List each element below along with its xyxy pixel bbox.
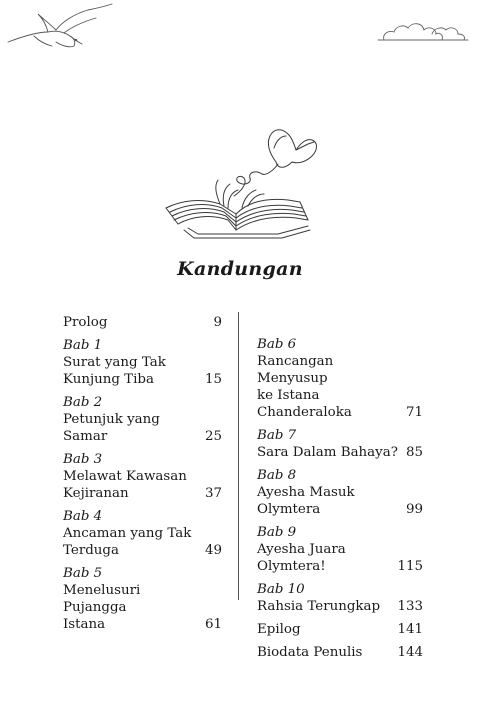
page-number: 133 [397, 599, 423, 614]
toc-column-right [257, 336, 423, 667]
toc-entry-text [257, 581, 393, 615]
page-number: 37 [204, 486, 222, 501]
chapter-title-line: Epilog [257, 622, 301, 637]
chapter-title-line: Kunjung Tiba [63, 372, 154, 387]
toc-entry-text [63, 337, 201, 388]
toc-entry [257, 621, 423, 638]
chapter-title-line: Ayesha Juara [257, 542, 346, 557]
chapter-number: Bab 5 [63, 566, 103, 581]
chapter-title-line: Sara Dalam Bahaya? [257, 445, 398, 460]
toc-entry [63, 508, 222, 559]
page-number: 25 [204, 429, 222, 444]
toc-entry [257, 467, 423, 518]
toc-entry-text [63, 314, 209, 331]
toc-entry-text [257, 524, 393, 575]
page-number: 9 [213, 315, 222, 330]
chapter-title-line: Menelusuri Pujangga [63, 583, 141, 615]
toc-entry [257, 524, 423, 575]
page-number: 115 [397, 559, 423, 574]
chapter-title-line: ke Istana Chanderaloka [257, 388, 352, 420]
chapter-number: Bab 6 [257, 337, 297, 352]
toc-entry [257, 644, 423, 661]
toc-entry-text [257, 644, 393, 661]
page-title: Kandungan [177, 258, 303, 280]
page-number: 144 [397, 645, 423, 660]
page-number: 49 [204, 543, 222, 558]
clouds-icon [376, 12, 470, 44]
chapter-number: Bab 7 [257, 428, 297, 443]
page-number: 141 [397, 622, 423, 637]
toc-entry-text [63, 451, 201, 502]
chapter-title-line: Biodata Penulis [257, 645, 363, 660]
toc-entry-text [257, 336, 402, 421]
chapter-title-line: Surat yang Tak [63, 355, 166, 370]
open-book-butterfly-icon [158, 118, 328, 242]
chapter-title-line: Terduga [63, 543, 119, 558]
chapter-title-line: Olymtera [257, 502, 321, 517]
chapter-title-line: Istana [63, 617, 106, 632]
chapter-number: Bab 10 [257, 582, 305, 597]
chapter-number: Bab 8 [257, 468, 297, 483]
chapter-title-line: Rahsia Terungkap [257, 599, 381, 614]
toc-entry [257, 581, 423, 615]
chapter-number: Bab 4 [63, 509, 103, 524]
toc-entry [257, 336, 423, 421]
page-number: 85 [405, 445, 423, 460]
toc-entry [63, 451, 222, 502]
page-number: 71 [405, 405, 423, 420]
chapter-title-line: Ayesha Masuk [257, 485, 355, 500]
toc-entry-text [257, 467, 402, 518]
toc-entry [63, 314, 222, 331]
dove-icon [4, 2, 114, 54]
toc-entry [257, 427, 423, 461]
toc-entry-text [257, 621, 393, 638]
column-divider [238, 312, 239, 600]
chapter-title-line: Petunjuk yang Samar [63, 412, 160, 444]
chapter-number: Bab 2 [63, 395, 103, 410]
toc-entry-text [63, 565, 201, 633]
toc-column-left [63, 314, 222, 639]
chapter-title-line: Rancangan Menyusup [257, 354, 334, 386]
chapter-number: Bab 9 [257, 525, 297, 540]
toc-entry-text [63, 394, 201, 445]
chapter-title-line: Prolog [63, 315, 108, 330]
chapter-title-line: Olymtera! [257, 559, 326, 574]
toc-entry [63, 337, 222, 388]
toc-entry-text [63, 508, 201, 559]
page-number: 99 [405, 502, 423, 517]
chapter-title-line: Melawat Kawasan [63, 469, 187, 484]
page-number: 61 [204, 617, 222, 632]
toc-entry-text [257, 427, 402, 461]
toc-entry [63, 565, 222, 633]
chapter-number: Bab 1 [63, 338, 103, 353]
chapter-number: Bab 3 [63, 452, 103, 467]
page-number: 15 [204, 372, 222, 387]
chapter-title-line: Ancaman yang Tak [63, 526, 192, 541]
toc-entry [63, 394, 222, 445]
chapter-title-line: Kejiranan [63, 486, 129, 501]
